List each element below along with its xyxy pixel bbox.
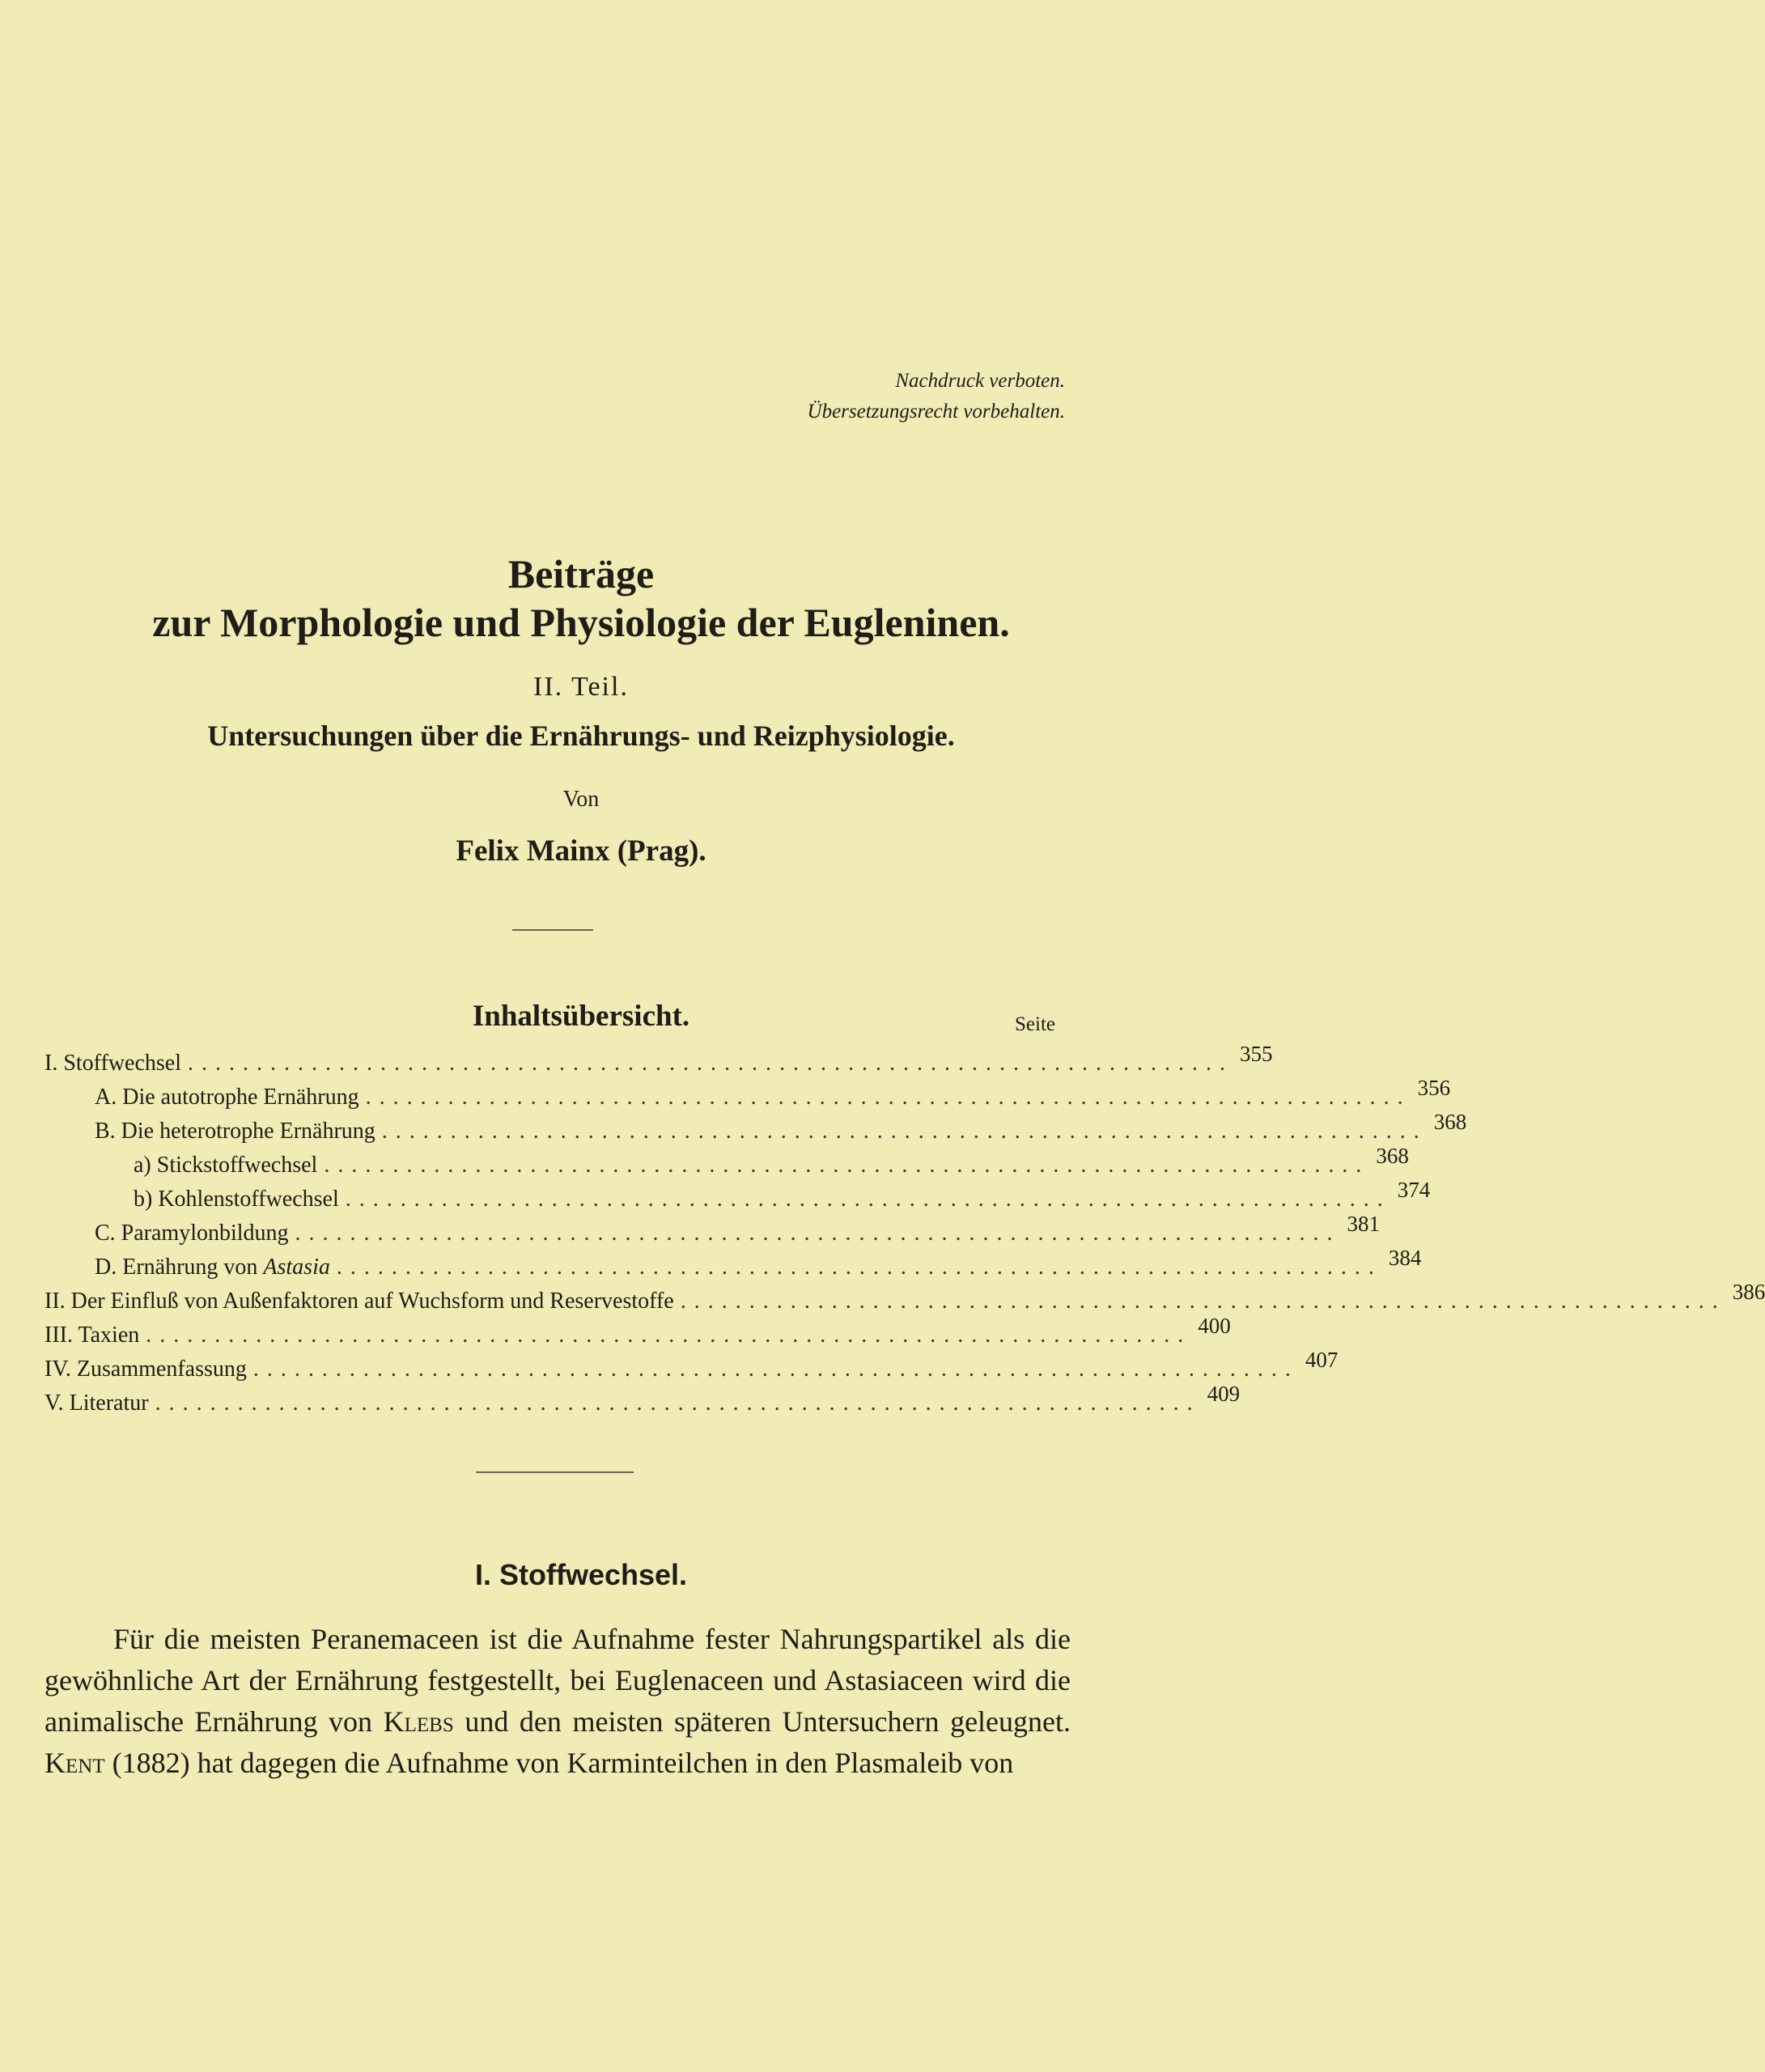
section-heading: I. Stoffwechsel. — [474, 1558, 688, 1591]
toc-leader-dots: ............................................................................ — [381, 1119, 1428, 1144]
toc-entry-label: V. Literatur — [45, 1391, 149, 1416]
toc-leader-dots: ............................................................................ — [365, 1085, 1411, 1110]
toc-leader-dots: ............................................................................ — [680, 1289, 1726, 1314]
toc-entry-page: 368 — [1376, 1144, 1409, 1168]
toc-leader-dots: ............................................................................ — [345, 1187, 1391, 1212]
toc-entry — [45, 1076, 1451, 1110]
divider-rule — [512, 929, 593, 931]
author-name: Felix Mainx (Prag). — [456, 834, 706, 868]
toc-entry-page: 374 — [1397, 1178, 1431, 1202]
toc-entry — [45, 1382, 1241, 1416]
copyright-notice — [808, 366, 1065, 427]
reprint-notice: Nachdruck verboten. — [895, 370, 1065, 392]
toc-entry — [45, 1348, 1339, 1382]
toc-entry-page: 381 — [1347, 1212, 1381, 1236]
translation-notice: Übersetzungsrecht vorbehalten. — [807, 401, 1065, 422]
toc-leader-dots: ............................................................................ — [324, 1153, 1370, 1178]
toc-entry — [45, 1144, 1409, 1178]
toc-entry-page: 407 — [1305, 1348, 1339, 1372]
toc-entry-label-italic: Astasia — [263, 1255, 330, 1280]
title-line-1: Beiträge — [507, 551, 655, 597]
by-label: Von — [562, 787, 600, 812]
toc-leader-dots: ............................................................................ — [295, 1221, 1341, 1246]
author-reference: Kent — [45, 1747, 105, 1779]
toc-leader-dots: ............................................................................ — [146, 1323, 1192, 1348]
toc-entry-page: 409 — [1207, 1382, 1241, 1406]
toc-page-column-label: Seite — [1015, 1013, 1055, 1035]
toc-leader-dots: ............................................................................ — [155, 1391, 1201, 1416]
toc-entry-label: B. Die heterotrophe Ernährung — [95, 1119, 375, 1144]
text-run: (1882) hat dagegen die Aufnahme von Karminteilchen in den Plasmaleib von — [104, 1747, 1014, 1779]
toc-entry-label: III. Taxien — [45, 1323, 140, 1348]
body-paragraph — [45, 1619, 1071, 1784]
toc-entry-label: a) Stickstoffwechsel — [134, 1153, 318, 1178]
toc-entry-page: 386 — [1732, 1280, 1765, 1304]
toc-leader-dots: ............................................................................ — [188, 1051, 1233, 1076]
author-reference: Klebs — [383, 1705, 454, 1738]
toc-entry — [45, 1280, 1765, 1314]
toc-entry — [45, 1212, 1381, 1246]
subtitle: Untersuchungen über die Ernährungs- und Reizphysiologie. — [207, 720, 955, 752]
toc-entry-label: I. Stoffwechsel — [45, 1051, 181, 1076]
toc-entry-label-prefix: D. Ernährung von — [95, 1255, 264, 1280]
toc-entry — [45, 1246, 1422, 1280]
paragraph-text — [45, 1619, 1071, 1784]
text-run: und den meisten späteren Untersuchern geleugnet. — [453, 1705, 1071, 1738]
title-line-2: zur Morphologie und Physiologie der Eugleninen. — [152, 600, 1010, 645]
toc-entry-page: 400 — [1198, 1314, 1231, 1338]
toc-entry-page: 356 — [1417, 1076, 1451, 1100]
text-run: Für die meisten Peranemaceen ist die Aufnahme fester Nahrungspartikel als die gewöhnliche Art der Ernährung festgestellt, bei Euglenaceen und Astasiaceen wird die animalische Ernährung von — [45, 1623, 1071, 1738]
toc-entry-page: 384 — [1388, 1246, 1422, 1270]
table-of-contents — [45, 1042, 1765, 1416]
toc-leader-dots: ............................................................................ — [252, 1357, 1299, 1382]
toc-leader-dots: ............................................................................ — [336, 1255, 1382, 1280]
toc-entry-page: 355 — [1240, 1042, 1273, 1066]
toc-entry — [45, 1178, 1431, 1212]
toc-entry-label: b) Kohlenstoffwechsel — [134, 1187, 339, 1212]
part-label: II. Teil. — [533, 672, 629, 702]
toc-entry-page: 368 — [1433, 1110, 1467, 1134]
toc-entry-label: C. Paramylonbildung — [95, 1221, 289, 1246]
toc-entry — [45, 1042, 1273, 1076]
toc-entry-label: A. Die autotrophe Ernährung — [95, 1085, 359, 1110]
toc-heading: Inhaltsübersicht. — [472, 1000, 690, 1033]
toc-entry — [45, 1314, 1231, 1348]
toc-entry-label — [95, 1255, 330, 1280]
toc-entry-label: IV. Zusammenfassung — [45, 1357, 247, 1382]
toc-entry — [45, 1110, 1467, 1144]
divider-rule — [476, 1471, 634, 1473]
toc-entry-label: II. Der Einfluß von Außenfaktoren auf Wuchsform und Reservestoffe — [45, 1289, 674, 1314]
